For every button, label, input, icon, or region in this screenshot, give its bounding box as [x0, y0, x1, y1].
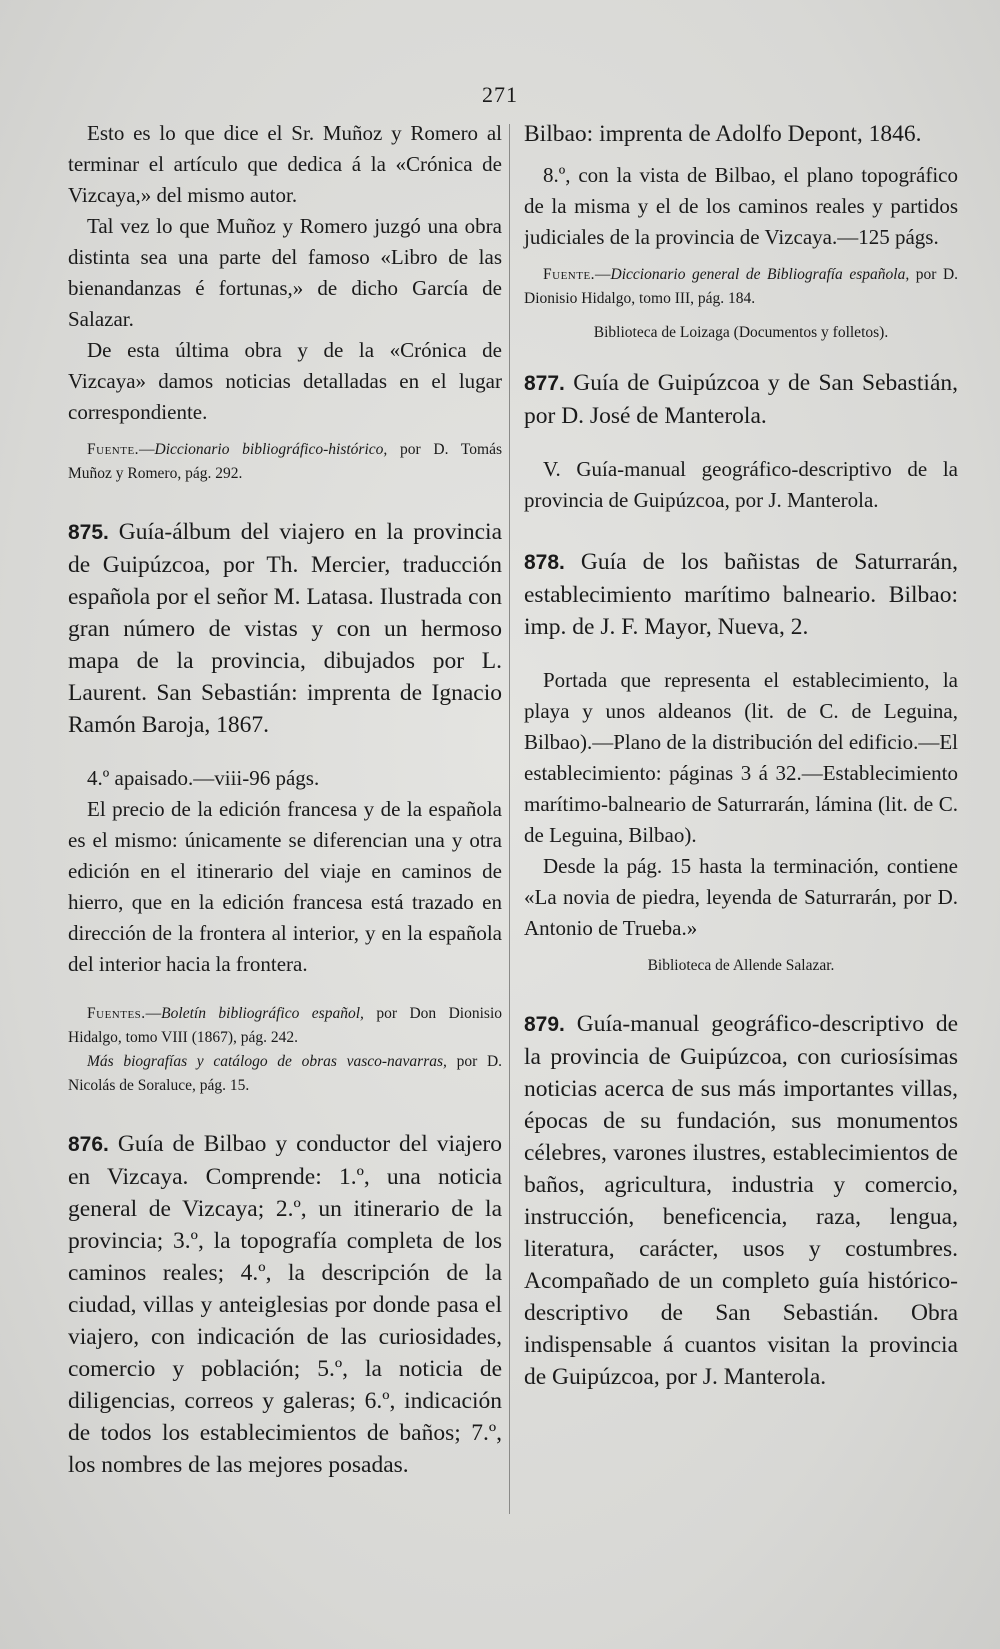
entry-875-source-2: [68, 1050, 502, 1098]
source-label: Fuentes.: [87, 1005, 146, 1022]
source-details: por D. Dionisio Hidalgo, tomo III, pág. 184.: [524, 266, 959, 307]
source-title: Más biografías y catálogo de obras vasco-navarras,: [87, 1053, 447, 1070]
source-title: Diccionario bibliográfico-histórico,: [154, 441, 388, 458]
entry-title-text: Guía de los bañistas de Saturrarán, establecimiento marítimo balneario. Bilbao: imp. de J. F. Mayor, Nueva, 2.: [524, 549, 959, 640]
entry-number: 876.: [68, 1133, 109, 1156]
source-title: Boletín bibliográfico español,: [161, 1005, 364, 1022]
entry-879-title: [524, 1008, 958, 1393]
intro-paragraph-1: Esto es lo que dice el Sr. Muñoz y Romero al terminar el artículo que dedica á la «Crónica de Vizcaya,» del mismo autor.: [68, 121, 502, 207]
entry-876-format: 8.º, con la vista de Bilbao, el plano topográfico de la misma y el de los caminos reales y partidos judiciales de la provincia de Vizcaya.—125 págs.: [524, 163, 958, 249]
entry-875-source-1: Fuentes.—Boletín bibliográfico español, por Don Dionisio Hidalgo, tomo VIII (1867), pág. 242.: [68, 1005, 502, 1046]
entry-877-reference: V. Guía-manual geográfico-descriptivo de la provincia de Guipúzcoa, por J. Manterola.: [524, 457, 958, 512]
entry-number: 879.: [524, 1013, 565, 1036]
source-label: Fuente.: [87, 441, 140, 458]
entry-number: 875.: [68, 521, 109, 544]
left-column: [68, 118, 502, 1481]
entry-875-format: 4.º apaisado.—viii-96 págs.: [87, 766, 320, 790]
entry-title-text: Guía de Guipúzcoa y de San Sebastián, por D. José de Manterola.: [524, 370, 958, 429]
source-details: por Don Dionisio Hidalgo, tomo VIII (1867), pág. 242.: [68, 1005, 502, 1046]
entry-877-title: [524, 367, 958, 432]
source-label: Fuente.: [543, 266, 596, 283]
intro-paragraph-3: De esta última obra y de la «Crónica de Vizcaya» damos noticias detalladas en el lugar correspondiente.: [68, 338, 502, 424]
entry-title-text: Guía-álbum del viajero en la provincia de Guipúzcoa, por Th. Mercier, traducción española por el señor M. Latasa. Ilustrada con gran número de vistas y con un hermoso mapa de la provincia, dibujados por L. Laurent. San Sebastián: imprenta de Ignacio Ramón Baroja, 1867.: [68, 519, 502, 738]
column-divider: [509, 124, 510, 1514]
entry-title-text: Guía-manual geográfico-descriptivo de la provincia de Guipúzcoa, con curiosísimas noticias acerca de sus más importantes villas, épocas de su fundación, sus monumentos célebres, varones ilustres, establecimientos de baños, agricultura, industria y comercio, instrucción, beneficencia, raza, lengua, literatura, carácter, usos y costumbres. Acompañado de un completo guía histórico-descriptivo de San Sebastián. Obra indispensable á cuantos visitan la provincia de Guipúzcoa, por J. Manterola.: [524, 1011, 959, 1390]
source-details: por D. Nicolás de Soraluce, pág. 15.: [68, 1053, 503, 1094]
entry-876-source: Fuente.—Diccionario general de Bibliografía española, por D. Dionisio Hidalgo, tomo III, pág. 184.: [524, 266, 959, 307]
entry-878-contents: Desde la pág. 15 hasta la terminación, contiene «La novia de piedra, leyenda de Saturrarán, por D. Antonio de Trueba.»: [524, 854, 958, 940]
entry-876-continuation: Bilbao: imprenta de Adolfo Depont, 1846.: [524, 121, 922, 147]
page-number: 271: [482, 82, 518, 107]
entry-878-title: [524, 546, 958, 643]
source-title: Diccionario general de Bibliografía española,: [610, 266, 910, 283]
entry-number: 877.: [524, 372, 565, 395]
entry-875-title: [68, 516, 502, 741]
entry-878-library: Biblioteca de Allende Salazar.: [647, 957, 835, 974]
right-column: [524, 118, 958, 1393]
entry-876-title: [68, 1128, 502, 1481]
source-details: por D. Tomás Muñoz y Romero, pág. 292.: [68, 441, 503, 482]
intro-source: Fuente.—Diccionario bibliográfico-histórico, por D. Tomás Muñoz y Romero, pág. 292.: [68, 441, 503, 482]
entry-title-text: Guía de Bilbao y conductor del viajero en Vizcaya. Comprende: 1.º, una noticia general de Vizcaya; 2.º, un itinerario de la provincia; 3.º, la topografía completa de los caminos reales; 4.º, la descripción de la ciudad, villas y anteiglesias por donde pasa el viajero, con indicación de las curiosidades, comercio y población; 5.º, la noticia de diligencias, correos y galeras; 6.º, indicación de todos los establecimientos de baños; 7.º, los nombres de las mejores posadas.: [68, 1131, 503, 1478]
entry-number: 878.: [524, 551, 565, 574]
entry-876-library: Biblioteca de Loizaga (Documentos y folletos).: [593, 324, 889, 341]
intro-paragraph-2: Tal vez lo que Muñoz y Romero juzgó una obra distinta sea una parte del famoso «Libro de las bienandanzas é fortunas,» de dicho García de Salazar.: [68, 214, 502, 331]
entry-878-description: Portada que representa el establecimiento, la playa y unos aldeanos (lit. de C. de Leguina, Bilbao).—Plano de la distribución del edificio.—El establecimiento: páginas 3 á 32.—Establecimiento marítimo-balneario de Saturrarán, lámina (lit. de C. de Leguina, Bilbao).: [524, 668, 958, 847]
entry-875-note: El precio de la edición francesa y de la española es el mismo: únicamente se diferencian una y otra edición en el itinerario del viaje en caminos de hierro, que en la edición francesa está trazado en dirección de la frontera al interior, y en la española del interior hacia la frontera.: [68, 797, 502, 976]
